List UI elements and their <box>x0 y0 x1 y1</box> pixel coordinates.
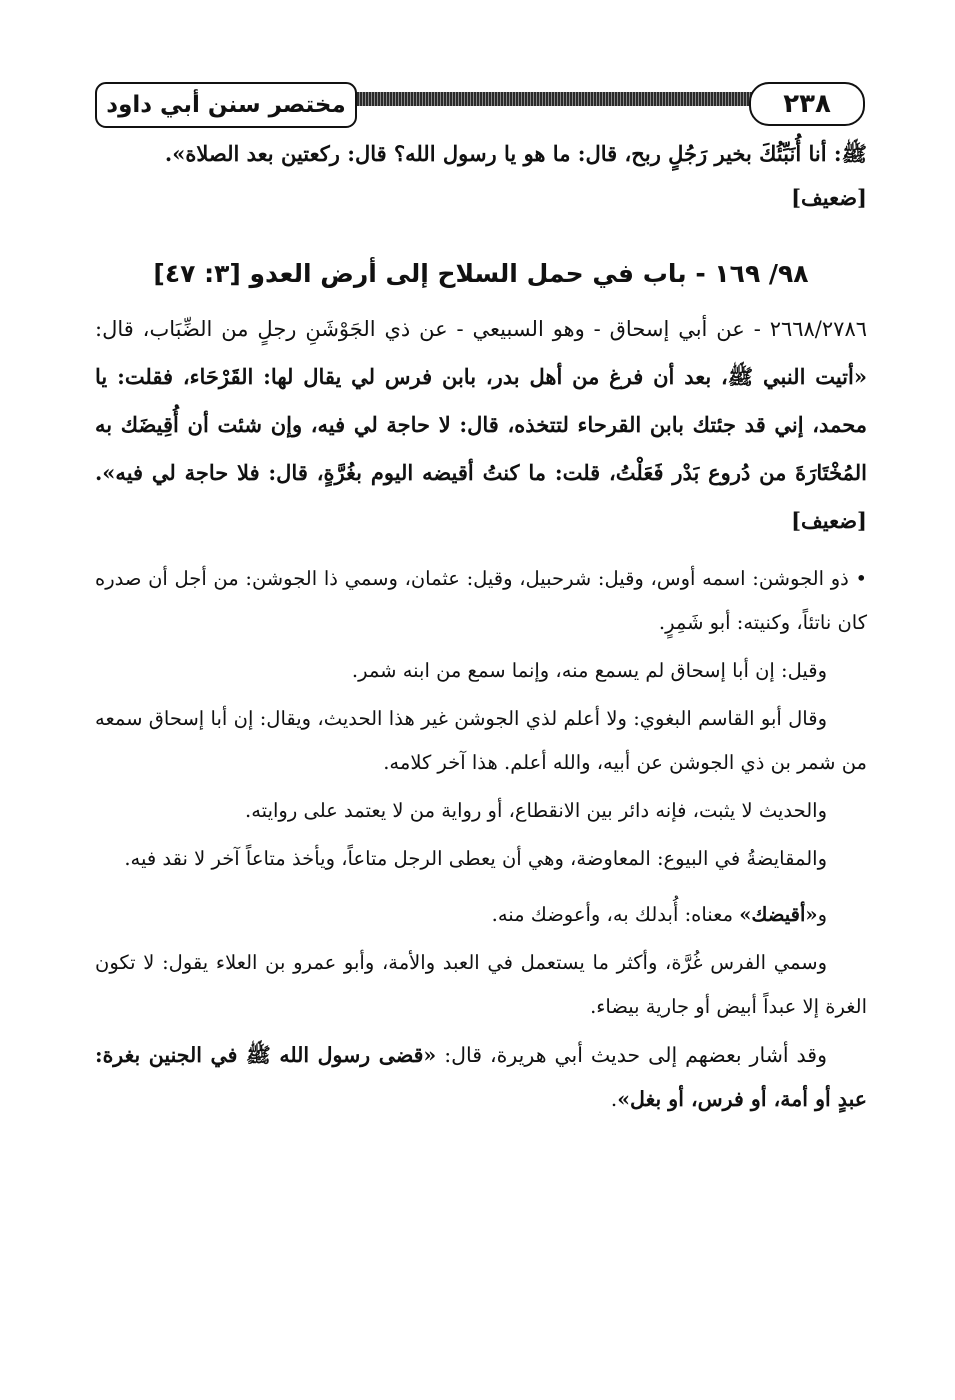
hadith-number: ٢٦٦٨/٢٧٨٦ <box>769 317 867 341</box>
note-abu-hurayra-end: . <box>610 1087 618 1111</box>
note-uqidduk <box>95 893 867 937</box>
continued-hadith-text: ﷺ: أنا أُنَبِّئُكَ بخير رَجُلٍ ربح، قال: ما هو يا رسول الله؟ قال: ركعتين بعد الصلاة». <box>164 141 867 166</box>
note-weakness: والحديث لا يثبت، فإنه دائر بين الانقطاع، أو رواية من لا يعتمد على روايته. <box>245 799 827 822</box>
note-uqidduk-word: «أقيضك» <box>739 903 818 926</box>
note-muqayada: والمقايضةُ في البيوع: المعاوضة، وهي أن يعطى الرجل متاعاً، ويأخذ متاعاً آخر لا نقد فيه. <box>124 847 827 870</box>
running-header <box>95 82 865 132</box>
note-abu-hurayra <box>95 1033 867 1121</box>
header-rule <box>345 92 755 106</box>
note-baghawi: وقال أبو القاسم البغوي: ولا أعلم لذي الجوشن غير هذا الحديث، ويقال: إن أبا إسحاق سمعه من شمر بن ذي الجوشن عن أبيه، والله أعلم. هذا آخر كلامه. <box>95 707 867 774</box>
hadith-isnad: - عن أبي إسحاق - وهو السبيعي - عن ذي الجَوْشَنِ رجلٍ من الضِّبَاب، قال: <box>95 317 770 341</box>
page-body <box>95 126 867 1121</box>
note-isnad-break: وقيل: إن أبا إسحاق لم يسمع منه، وإنما سمع من ابنه شمر. <box>351 659 827 682</box>
hadith-matn: «أتيت النبي ﷺ، بعد أن فرغ من أهل بدر، بابن فرس لي يقال لها: القَرْحَاء، فقلت: يا محمد، إني قد جئتك بابن القرحاء لتتخذه، قال: لا حاجة لي فيه، وإن شئت أن أُقِيضَك به المُخْتَارَةَ من دُروع بَدْر فَعَلْتُ، قلت: ما كنتُ أقيضه اليوم بغُرَّةٍ، قال: فلا حاجة لي فيه». <box>95 364 867 485</box>
hadith-grade: [ضعيف] <box>791 508 867 533</box>
book-title: مختصر سنن أبي داود <box>95 82 357 128</box>
note-narrator: • ذو الجوشن: اسمه أوس، وقيل: شرحبيل، وقيل: عثمان، وسمي ذا الجوشن: من أجل أن صدره كان ناتئاً، وكنيته: أبو شَمِرٍ. <box>95 567 867 634</box>
hadith-paragraph <box>95 306 867 545</box>
note-uqidduk-rest: معناه: أُبدلك به، وأعوضك منه. <box>491 903 740 926</box>
note-abu-hurayra-quote: «قضى رسول الله ﷺ في الجنين بغرة: عبدٍ أو أمة، أو فرس، أو بغل» <box>95 1043 867 1111</box>
note-abu-hurayra-prefix: وقد أشار بعضهم إلى حديث أبي هريرة، قال: <box>436 1043 827 1067</box>
continued-hadith-grade: [ضعيف] <box>791 185 867 210</box>
chapter-heading: ٩٨/ ١٦٩ - باب في حمل السلاح إلى أرض العدو [٣: ٤٧] <box>153 259 809 288</box>
note-uqidduk-prefix: و <box>817 903 827 926</box>
page-number: ٢٣٨ <box>749 82 865 126</box>
note-ghurra: وسمي الفرس غُرَّة، وأكثر ما يستعمل في العبد والأمة، وأبو عمرو بن العلاء يقول: لا تكون الغرة إلا عبداً أبيض أو جارية بيضاء. <box>95 951 867 1018</box>
